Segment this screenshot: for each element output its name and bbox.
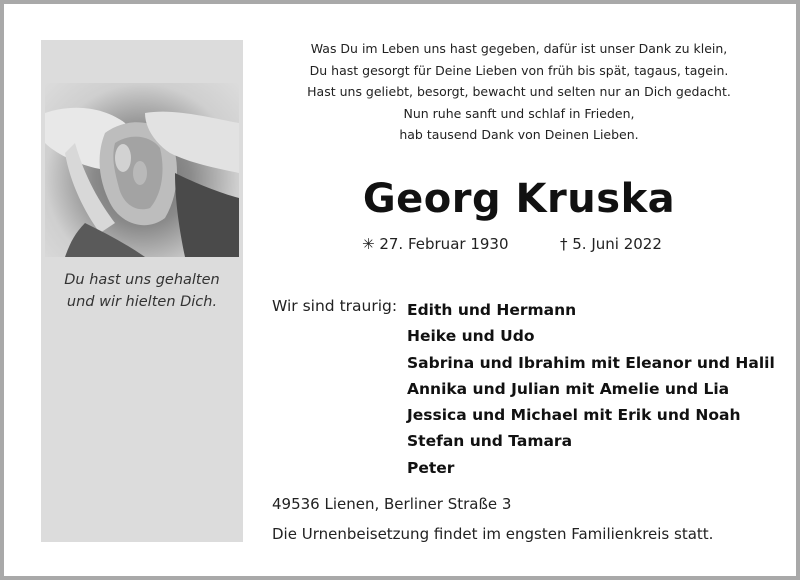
poem-line: Was Du im Leben uns hast gegeben, dafür ist unser Dank zu klein, <box>310 41 728 56</box>
poem-line: Hast uns geliebt, besorgt, bewacht und selten nur an Dich gedacht. <box>307 84 731 99</box>
poem-line: Nun ruhe sanft und schlaf in Frieden, <box>403 105 635 121</box>
mourner-entry: Annika und Julian mit Amelie und Lia <box>407 379 730 398</box>
poem-line: hab tausend Dank von Deinen Lieben. <box>399 127 639 142</box>
mourner-entry: Edith und Hermann <box>407 301 577 319</box>
mourning-label: Wir sind traurig: <box>272 297 398 315</box>
mourner-entry: Jessica und Michael mit Erik und Noah <box>407 406 741 425</box>
poem <box>274 38 764 146</box>
side-quote-line-1: Du hast uns gehalten <box>64 272 220 288</box>
address: 49536 Lienen, Berliner Straße 3 <box>272 495 512 513</box>
side-quote <box>41 269 243 313</box>
obituary-card <box>4 4 796 576</box>
birth-date: ✳ 27. Februar 1930 <box>362 235 509 253</box>
burial-note: Die Urnenbeisetzung findet im engsten Familienkreis statt. <box>272 525 714 543</box>
mourner-entry: Peter <box>407 458 455 477</box>
mourner-entry: Stefan und Tamara <box>407 432 573 451</box>
poem-line: Du hast gesorgt für Deine Lieben von früh bis spät, tagaus, tagein. <box>309 62 729 78</box>
hands-illustration <box>45 83 239 257</box>
hands-photo <box>45 83 239 257</box>
side-quote-line-2: und wir hielten Dich. <box>66 294 218 310</box>
mourner-entry: Heike und Udo <box>407 327 535 346</box>
deceased-name: Georg Kruska <box>362 176 676 222</box>
mourner-entry: Sabrina und Ibrahim mit Eleanor und Halil <box>407 353 775 372</box>
death-date: † 5. Juni 2022 <box>560 235 662 253</box>
mourners-list <box>407 297 775 481</box>
sidebar-panel <box>41 40 243 542</box>
